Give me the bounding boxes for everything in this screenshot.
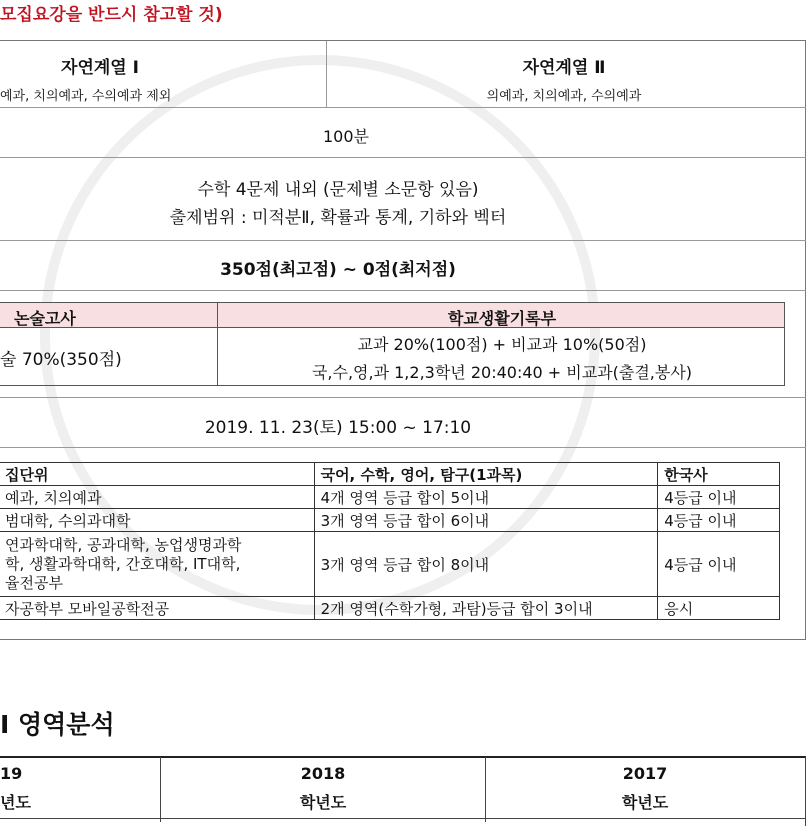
requirement-cell: 4개 영역 등급 합이 5이내 [314,486,658,509]
section-title: Ⅰ 영역분석 [0,710,115,739]
row-divider [0,157,806,158]
history-cell: 4등급 이내 [658,509,780,532]
requirement-cell: 3개 영역 등급 합이 8이내 [314,532,658,597]
unit-cell: 자공학부 모바일공학전공 [0,597,314,620]
history-cell: 4등급 이내 [658,532,780,597]
header-unit: 집단위 [0,463,314,486]
natural-2-sub: 의예과, 치의예과, 수의예과 [486,89,642,104]
unit-cell: 범대학, 수의과대학 [0,509,314,532]
natural-1-title: 자연계열 Ⅰ [61,58,139,78]
row-divider [0,107,806,108]
row-divider [0,447,806,448]
year-col-1: 19 [0,764,23,783]
unit-line: 연과학대학, 공과대학, 농업생명과학 [5,535,242,554]
year-col-2-suffix: 학년도 [299,793,347,812]
table-row [0,532,780,597]
table-row [0,597,780,620]
unit-line: 학, 생활과학대학, 간호대학, IT대학, [5,554,241,573]
ratio-record-line-1: 교과 20%(100점) + 비교과 10%(50점) [357,335,647,354]
admission-note: 모집요강을 반드시 참고할 것) [0,5,223,25]
header-korean-history: 한국사 [658,463,780,486]
year-col-2: 2018 [300,764,346,783]
history-cell: 4등급 이내 [658,486,780,509]
row-divider [0,240,806,241]
ratio-record-line-2: 국,수,영,과 1,2,3학년 20:40:40 + 비교과(출결,봉사) [311,363,693,382]
ratio-essay-value: 술 70%(350점) [0,350,122,370]
exam-datetime: 2019. 11. 23(토) 15:00 ~ 17:10 [204,418,472,438]
unit-cell [0,532,314,597]
natural-2-title: 자연계열 Ⅱ [522,58,606,78]
exam-duration: 100분 [323,127,369,146]
year-col-3: 2017 [622,764,668,783]
unit-cell: 예과, 치의예과 [0,486,314,509]
table-row [0,486,780,509]
history-cell: 응시 [658,597,780,620]
header-requirement: 국어, 수학, 영어, 탐구(1과목) [314,463,658,486]
col-divider [326,41,327,107]
natural-1-sub: 예과, 치의예과, 수의예과 제외 [0,89,172,104]
requirement-cell: 3개 영역 등급 합이 6이내 [314,509,658,532]
row-divider [0,290,806,291]
col-divider [160,757,161,822]
table-header-row [0,463,780,486]
row-divider [0,397,806,398]
score-range: 350점(최고점) ~ 0점(최저점) [220,260,456,280]
year-col-3-suffix: 학년도 [621,793,669,812]
analysis-table [0,756,806,826]
minimum-requirement-table [0,462,780,620]
year-col-1-suffix: 년도 [0,793,31,812]
requirement-cell: 2개 영역(수학가형, 과탐)등급 합이 3이내 [314,597,658,620]
col-divider [485,757,486,822]
content-line-2: 출제범위 : 미적분Ⅱ, 확률과 통계, 기하와 벡터 [169,208,507,228]
ratio-head-record: 학교생활기록부 [447,309,557,328]
content-line-1: 수학 4문제 내외 (문제별 소문항 있음) [197,180,479,200]
ratio-head-essay: 논술고사 [14,309,76,328]
table-row [0,509,780,532]
unit-line: 율전공부 [5,573,63,592]
row-divider [0,818,806,819]
